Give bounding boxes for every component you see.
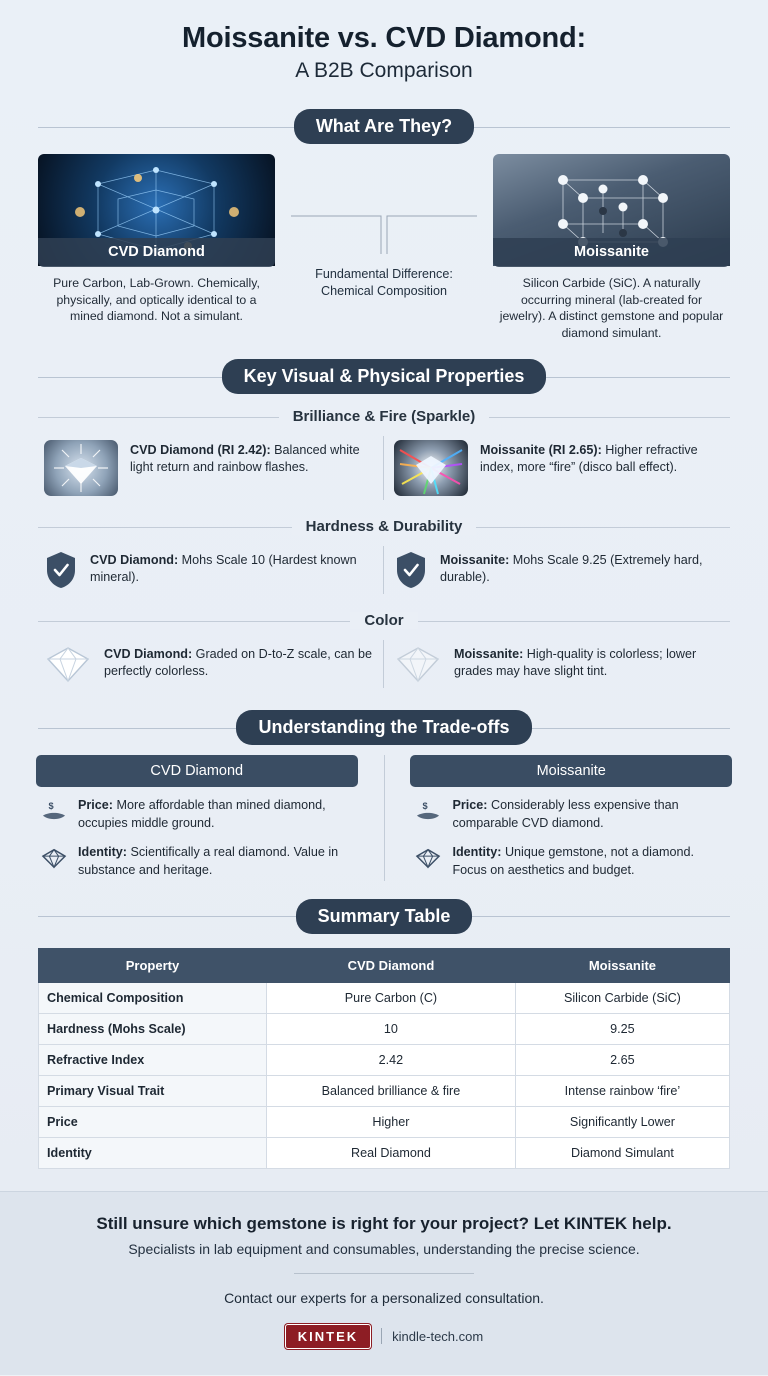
connector-line-icon [289, 212, 479, 258]
hardness-cvd-body: Mohs Scale 10 (Hardest known mineral). [90, 553, 357, 585]
summary-table [38, 948, 730, 1169]
hardness-cvd-text [90, 550, 373, 586]
table-cell-property: Primary Visual Trait [39, 1075, 267, 1106]
table-header-cvd: CVD Diamond [267, 948, 516, 982]
moissanite-card-caption: Moissanite [493, 238, 730, 267]
hardness-moissanite [384, 546, 734, 594]
brilliance-row [0, 434, 768, 504]
price-hand-icon [414, 797, 442, 823]
hardness-cvd [34, 546, 384, 594]
fundamental-difference-note [289, 154, 479, 300]
hardness-row [0, 544, 768, 598]
section-header-summary [0, 899, 768, 934]
cvd-card-caption: CVD Diamond [38, 238, 275, 267]
svg-text:$: $ [422, 801, 429, 812]
color-cvd-body: Graded on D-to-Z scale, can be perfectly colorless. [104, 647, 373, 679]
diamond-outline-icon [44, 644, 92, 684]
hardness-moissanite-title: Moissanite: [440, 553, 510, 568]
footer [0, 1191, 768, 1375]
subsection-header-color [0, 612, 768, 630]
table-header-moissanite: Moissanite [515, 948, 729, 982]
table-cell-property: Identity [39, 1137, 267, 1168]
tradeoff-identity-title: Identity: [78, 845, 127, 860]
diamond-icon [40, 844, 68, 870]
brilliance-moissanite-body: Higher refractive index, more “fire” (disco ball effect). [480, 443, 698, 475]
section-pill-summary: Summary Table [296, 899, 473, 934]
table-cell-moissanite: 2.65 [515, 1044, 729, 1075]
color-cvd-title: CVD Diamond: [104, 647, 193, 662]
color-cvd-text [104, 644, 373, 680]
moissanite-card-body: Silicon Carbide (SiC). A naturally occurring mineral (lab-created for jewelry). A distinct gemstone and popular diamond simulant. [499, 276, 724, 340]
table-cell-property: Price [39, 1106, 267, 1137]
table-cell-cvd: 10 [267, 1013, 516, 1044]
diamond-outline-icon [394, 644, 442, 684]
table-cell-cvd: 2.42 [267, 1044, 516, 1075]
color-cvd [34, 640, 384, 688]
footer-subtitle: Specialists in lab equipment and consumables, understanding the precise science. [128, 1240, 640, 1257]
sparkle-diamond-thumbnail-icon [44, 440, 118, 496]
section-header-properties [0, 359, 768, 394]
brand-url[interactable]: kindle-tech.com [392, 1328, 484, 1344]
subsection-header-brilliance [0, 408, 768, 426]
tradeoff-price-text-cvd [78, 797, 354, 832]
rainbow-diamond-thumbnail-icon [394, 440, 468, 496]
table-cell-moissanite: Intense rainbow ‘fire’ [515, 1075, 729, 1106]
tradeoff-price-text-moissanite [452, 797, 728, 832]
footer-divider [294, 1273, 474, 1274]
what-are-they-row [0, 154, 768, 341]
footer-brand-row [30, 1324, 738, 1349]
tradeoff-item-identity [36, 834, 358, 881]
section-header-tradeoffs [0, 710, 768, 745]
brand-logo: KINTEK [285, 1324, 371, 1349]
tradeoff-item-price [36, 787, 358, 834]
table-cell-property: Hardness (Mohs Scale) [39, 1013, 267, 1044]
tradeoff-item-identity [410, 834, 732, 881]
subsection-title-brilliance: Brilliance & Fire (Sparkle) [279, 408, 490, 425]
brand-separator [381, 1328, 382, 1344]
what-card-moissanite [493, 154, 730, 341]
title-main: Moissanite vs. CVD Diamond: [182, 22, 586, 54]
subsection-header-hardness [0, 518, 768, 536]
table-row [39, 1106, 730, 1137]
page-title [0, 0, 768, 91]
brilliance-cvd [34, 436, 384, 500]
table-cell-cvd: Real Diamond [267, 1137, 516, 1168]
table-row [39, 1044, 730, 1075]
tradeoff-column-cvd [36, 755, 358, 881]
table-cell-property: Chemical Composition [39, 982, 267, 1013]
table-row [39, 1075, 730, 1106]
brilliance-cvd-body: Balanced white light return and rainbow flashes. [130, 443, 360, 475]
brilliance-moissanite-text [480, 440, 724, 476]
color-moissanite-title: Moissanite: [454, 647, 524, 662]
what-card-cvd [38, 154, 275, 325]
tradeoff-price-title: Price: [452, 798, 488, 813]
table-row [39, 982, 730, 1013]
color-moissanite-body: High-quality is colorless; lower grades may have slight tint. [454, 647, 697, 679]
brilliance-cvd-text [130, 440, 373, 476]
cvd-card-body: Pure Carbon, Lab-Grown. Chemically, physically, and optically identical to a mined diamond. Not a simulant. [53, 276, 260, 324]
table-cell-moissanite: Diamond Simulant [515, 1137, 729, 1168]
svg-text:$: $ [48, 801, 54, 812]
title-sub: A B2B Comparison [295, 59, 473, 82]
hardness-cvd-title: CVD Diamond: [90, 553, 179, 568]
brilliance-moissanite-title: Moissanite (RI 2.65): [480, 443, 602, 458]
subsection-title-color: Color [350, 612, 417, 629]
fundamental-difference-text: Fundamental Difference: Chemical Composition [315, 267, 453, 298]
tradeoff-price-title: Price: [78, 798, 114, 813]
tradeoff-identity-title: Identity: [452, 845, 502, 860]
tradeoff-identity-text-cvd [78, 844, 354, 879]
diamond-rainbow-icon [394, 440, 468, 496]
section-pill-what: What Are They? [294, 109, 474, 144]
hardness-moissanite-body: Mohs Scale 9.25 (Extremely hard, durable). [440, 553, 703, 585]
shield-check-icon [394, 550, 428, 590]
tradeoff-item-price [410, 787, 732, 834]
color-row [0, 638, 768, 692]
section-pill-tradeoffs: Understanding the Trade-offs [236, 710, 531, 745]
tradeoff-header-cvd: CVD Diamond [36, 755, 358, 787]
tradeoff-divider [384, 755, 385, 881]
tradeoff-identity-body: Scientifically a real diamond. Value in substance and heritage. [78, 845, 339, 877]
table-cell-cvd: Balanced brilliance & fire [267, 1075, 516, 1106]
table-cell-cvd: Pure Carbon (C) [267, 982, 516, 1013]
footer-cta: Contact our experts for a personalized consultation. [224, 1289, 544, 1306]
table-header-property: Property [39, 948, 267, 982]
table-row [39, 1013, 730, 1044]
table-cell-property: Refractive Index [39, 1044, 267, 1075]
diamond-icon [414, 844, 442, 870]
price-hand-icon [40, 797, 68, 823]
tradeoffs-row [0, 755, 768, 881]
summary-table-wrapper [0, 944, 768, 1169]
subsection-title-hardness: Hardness & Durability [292, 518, 477, 535]
shield-check-icon [44, 550, 78, 590]
footer-title: Still unsure which gemstone is right for your project? Let KINTEK help. [96, 1213, 672, 1233]
table-cell-moissanite: 9.25 [515, 1013, 729, 1044]
table-row [39, 1137, 730, 1168]
brilliance-cvd-title: CVD Diamond (RI 2.42): [130, 443, 271, 458]
table-cell-cvd: Higher [267, 1106, 516, 1137]
hardness-moissanite-text [440, 550, 724, 586]
tradeoff-header-moissanite: Moissanite [410, 755, 732, 787]
tradeoff-identity-body: Unique gemstone, not a diamond. Focus on aesthetics and budget. [452, 845, 694, 877]
tradeoff-price-body: Considerably less expensive than comparable CVD diamond. [452, 798, 679, 830]
section-pill-properties: Key Visual & Physical Properties [222, 359, 547, 394]
table-cell-moissanite: Silicon Carbide (SiC) [515, 982, 729, 1013]
section-header-what [0, 109, 768, 144]
tradeoff-identity-text-moissanite [452, 844, 728, 879]
table-cell-moissanite: Significantly Lower [515, 1106, 729, 1137]
table-header-row [39, 948, 730, 982]
tradeoff-price-body: More affordable than mined diamond, occupies middle ground. [78, 798, 326, 830]
color-moissanite [384, 640, 734, 688]
color-moissanite-text [454, 644, 724, 680]
tradeoff-column-moissanite [410, 755, 732, 881]
diamond-sparkle-icon [44, 440, 118, 496]
brilliance-moissanite [384, 436, 734, 500]
